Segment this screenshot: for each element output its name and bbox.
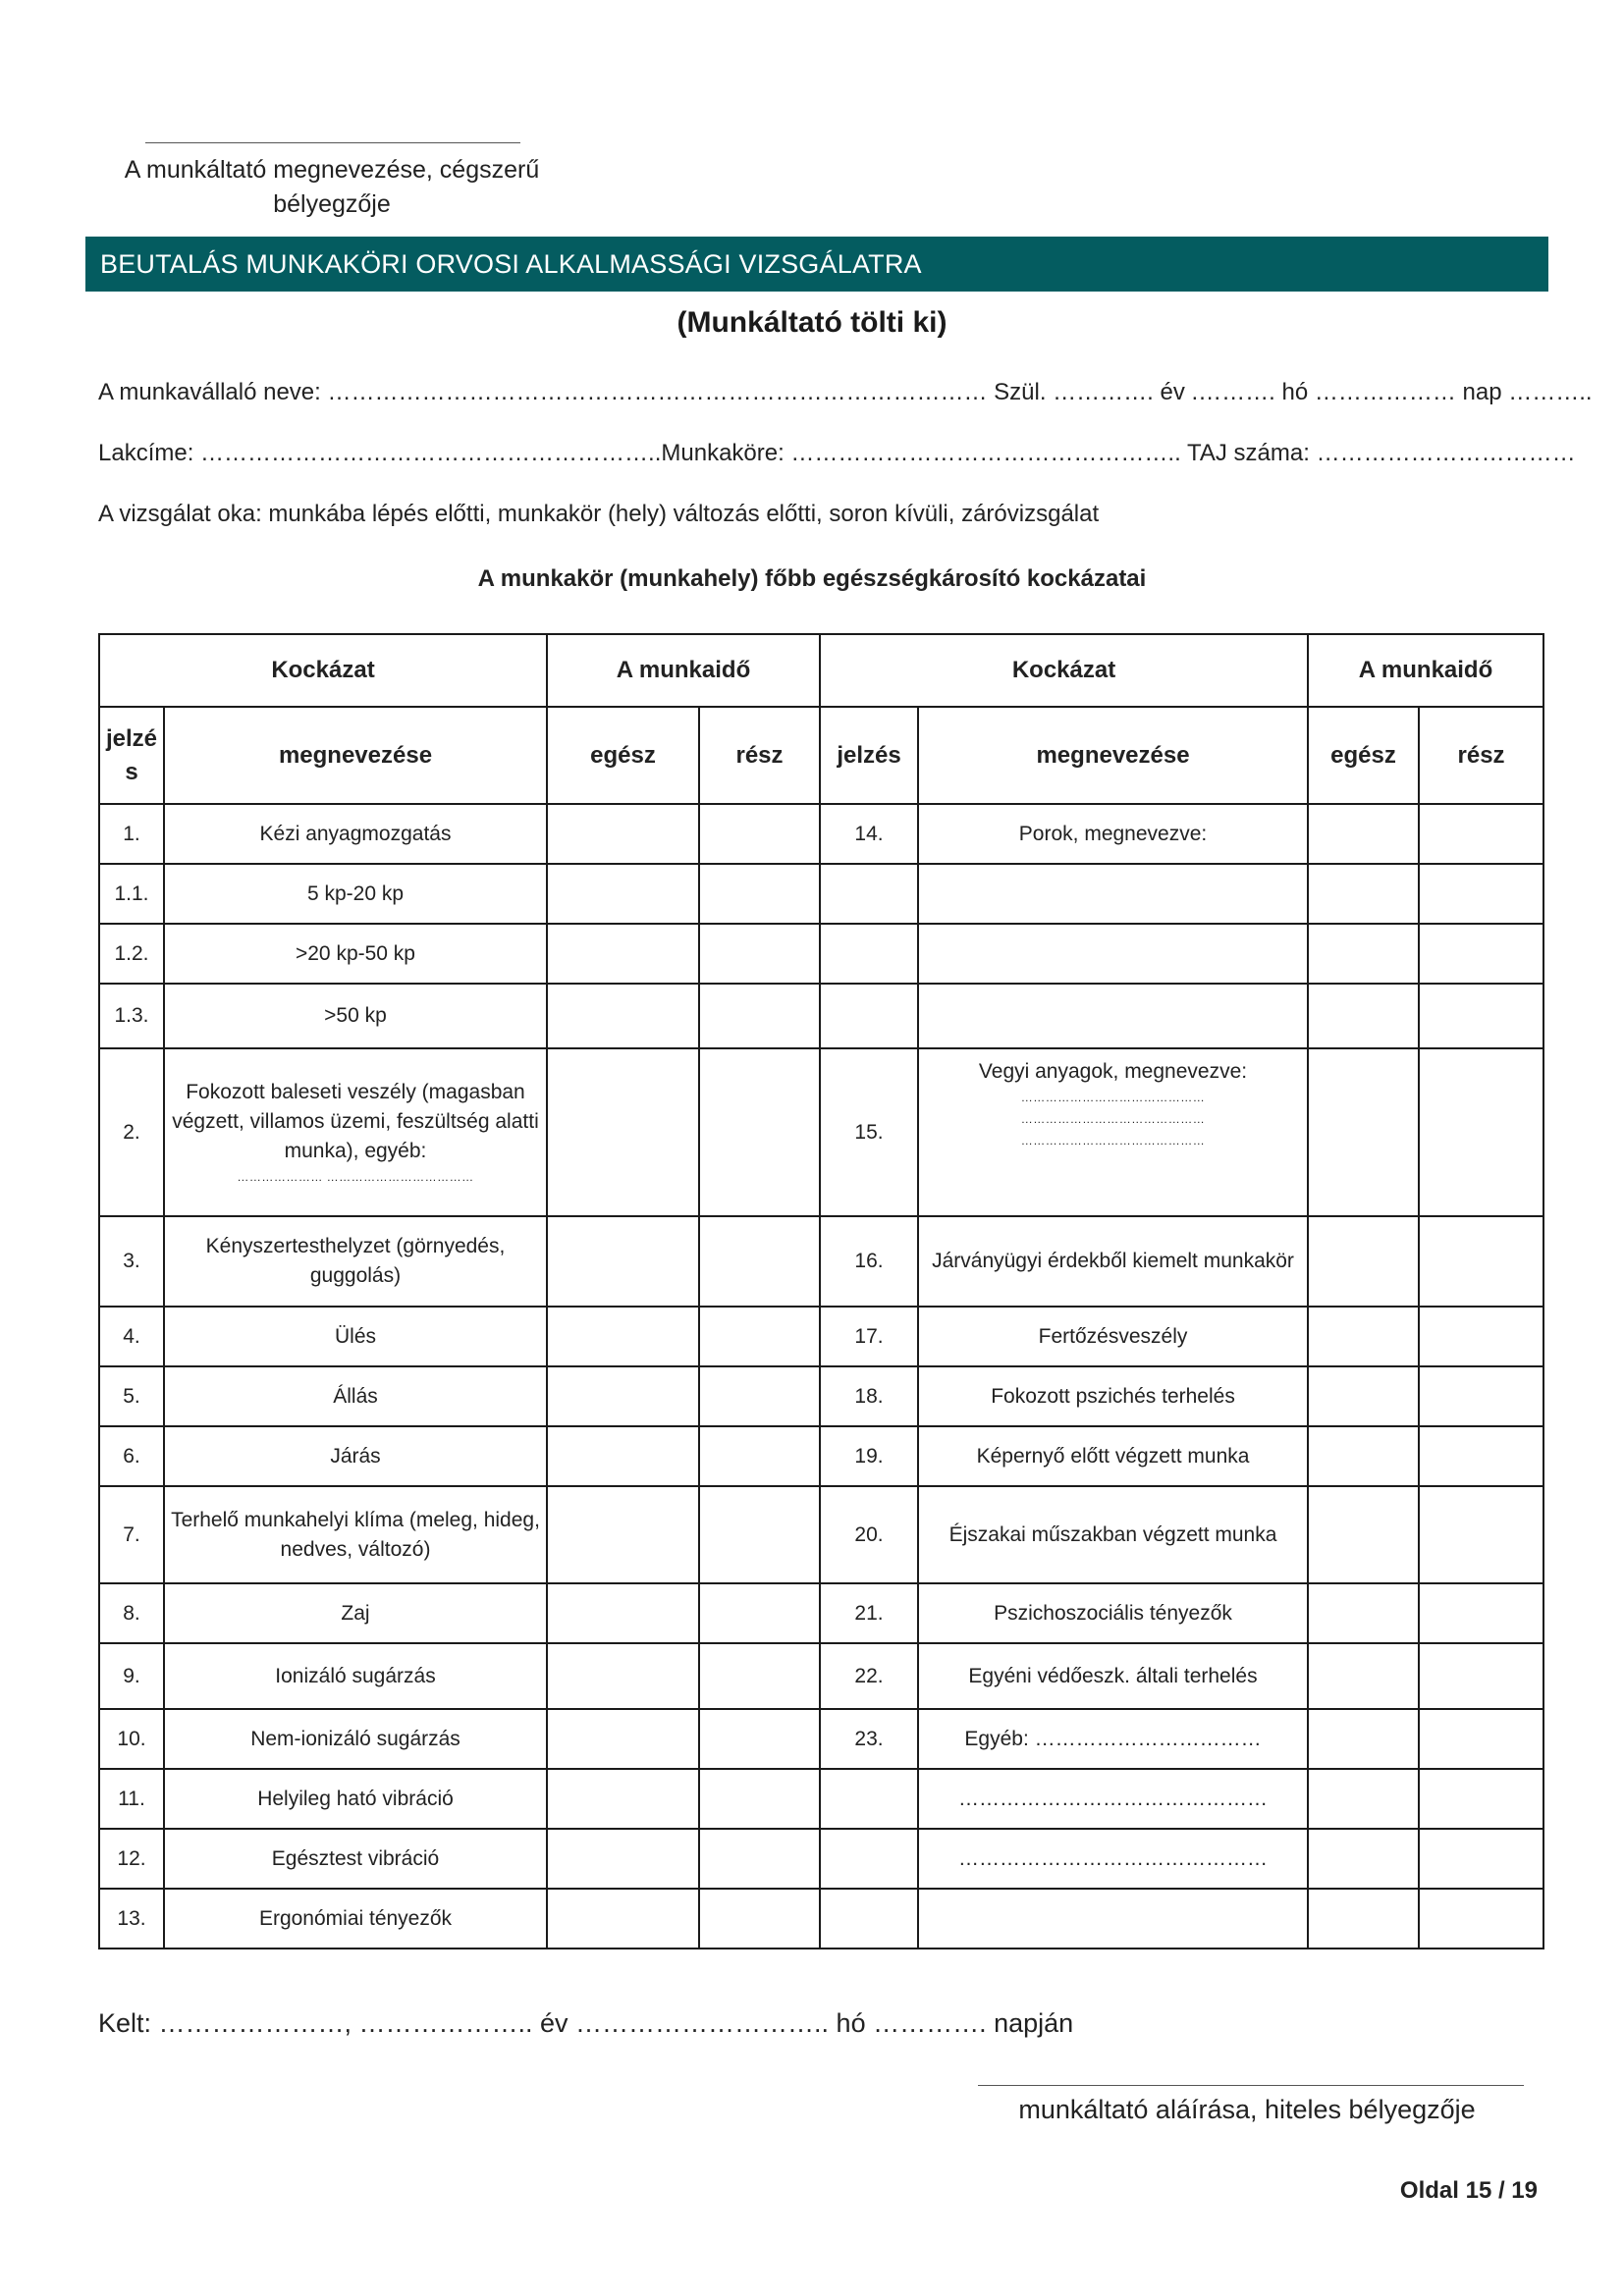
worktime-whole-right-cell[interactable] [1308,1486,1419,1583]
risk-table [98,633,1544,1949]
worktime-part-left-cell[interactable] [699,924,820,984]
table-row [99,1486,1543,1583]
risk-name-right [918,984,1308,1048]
worktime-part-right-cell[interactable] [1419,924,1543,984]
worktime-part-left-cell[interactable] [699,1426,820,1486]
table-row [99,1048,1543,1216]
risk-code-right [820,924,918,984]
worktime-whole-left-cell[interactable] [547,1366,699,1426]
worktime-part-left-cell[interactable] [699,1583,820,1643]
risk-name-right-text: Fertőzésveszély [1038,1324,1188,1348]
worktime-whole-right-cell[interactable] [1308,984,1419,1048]
risk-name-left-text: >50 kp [324,1004,387,1027]
risk-name-left-text: >20 kp-50 kp [295,941,415,965]
risk-code-left [99,1366,164,1426]
risk-code-right [820,1048,918,1216]
table-row [99,1366,1543,1426]
stamp-signature-line [145,142,520,143]
address-job-taj-field[interactable]: Lakcíme: …………………………………………………..Munkaköre: ………………………………………….. TAJ száma: …………………………… [98,440,1576,466]
risk-name-left [164,924,547,984]
risk-code-right-text: 21. [854,1601,884,1625]
table-header-row [99,634,1543,707]
worktime-part-left-cell[interactable] [699,1216,820,1307]
header-risk-right: Kockázat [820,634,1308,707]
risk-name-left [164,1216,547,1307]
worktime-whole-right-cell[interactable] [1308,1307,1419,1366]
table-row [99,1769,1543,1829]
table-row [99,1216,1543,1307]
risk-code-right [820,1643,918,1709]
risk-name-right-text: Képernyő előtt végzett munka [976,1444,1250,1468]
risk-code-left-text: 1. [123,822,140,845]
employer-stamp-label-line2: bélyegzője [273,190,391,218]
risk-name-left [164,1829,547,1889]
worktime-part-left-cell[interactable] [699,804,820,864]
worktime-whole-right-cell[interactable] [1308,1583,1419,1643]
fill-in-dots[interactable]: ………………… ……………………………… [237,1169,474,1184]
employer-stamp-label-line1: A munkáltató megnevezése, cégszerű [124,156,540,184]
worktime-whole-left-cell[interactable] [547,1769,699,1829]
risk-code-left-text: 13. [117,1906,146,1930]
worktime-part-right-cell[interactable] [1419,1709,1543,1769]
risk-code-left [99,1426,164,1486]
risk-name-left-text: Zaj [341,1601,370,1625]
header-code-right: jelzés [820,707,918,804]
header-code-left: jelzé s [99,707,164,804]
risk-name-right-text: Egyéni védőeszk. általi terhelés [968,1664,1258,1687]
risk-name-right-text: Járványügyi érdekből kiemelt munkakör [932,1250,1294,1272]
worktime-part-right-cell[interactable] [1419,804,1543,864]
risk-name-left-text: Járás [330,1444,381,1468]
risk-name-left [164,1048,547,1216]
risk-name-left [164,1426,547,1486]
worktime-whole-left-cell[interactable] [547,1307,699,1366]
risk-name-left-text: Nem-ionizáló sugárzás [250,1727,460,1750]
risk-code-right-text: 17. [854,1324,884,1348]
form-subtitle: (Munkáltató tölti ki) [677,306,947,339]
header-worktime-right: A munkaidő [1308,634,1543,707]
risk-code-right-text: 16. [854,1250,884,1272]
risk-code-left-text: 4. [123,1324,140,1348]
risk-name-right [918,1829,1308,1889]
risk-name-right-text: Fokozott pszichés terhelés [991,1384,1235,1408]
risk-name-left [164,1583,547,1643]
risk-name-left-text: Kézi anyagmozgatás [259,822,452,845]
worktime-whole-right-cell[interactable] [1308,1769,1419,1829]
risk-name-left [164,804,547,864]
table-row [99,1643,1543,1709]
fill-in-dots[interactable]: ……………………………………… [1020,1134,1206,1148]
risk-name-right [918,1643,1308,1709]
worktime-part-right-cell[interactable] [1419,1643,1543,1709]
risk-code-right [820,1307,918,1366]
risk-code-right [820,1486,918,1583]
worktime-part-left-cell[interactable] [699,984,820,1048]
table-row [99,1426,1543,1486]
worktime-part-right-cell[interactable] [1419,984,1543,1048]
worktime-whole-left-cell[interactable] [547,1486,699,1583]
worktime-part-right-cell[interactable] [1419,1426,1543,1486]
worktime-whole-left-cell[interactable] [547,1048,699,1216]
risk-code-left-text: 8. [123,1601,140,1625]
risk-name-right-text: Vegyi anyagok, megnevezve: [978,1060,1248,1083]
worktime-whole-right-cell[interactable] [1308,1366,1419,1426]
risk-code-right [820,1769,918,1829]
header-name-right: megnevezése [918,707,1308,804]
header-part-right: rész [1419,707,1543,804]
risk-name-right [918,1769,1308,1829]
risk-code-left-text: 11. [118,1787,145,1810]
risk-name-left [164,984,547,1048]
risk-code-left-text: 9. [123,1664,140,1687]
risk-name-right [918,1583,1308,1643]
risk-code-left-text: 7. [123,1522,140,1546]
risk-code-right-text: 22. [854,1664,884,1687]
risk-name-right-text: Éjszakai műszakban végzett munka [948,1522,1277,1546]
risk-name-left [164,864,547,924]
risk-code-left [99,1216,164,1307]
risk-name-right-text: ……………………………………… [958,1846,1269,1870]
risk-name-left [164,1366,547,1426]
risk-code-left-text: 1.3. [114,1004,149,1027]
table-row [99,984,1543,1048]
table-row [99,864,1543,924]
risk-name-left [164,1769,547,1829]
worktime-part-left-cell[interactable] [699,1889,820,1949]
risk-name-left-text: 5 kp-20 kp [306,881,405,905]
risk-name-left-text: Ionizáló sugárzás [275,1664,436,1687]
risk-name-left-text: Helyileg ható vibráció [257,1787,454,1810]
table-row [99,804,1543,864]
fill-in-dots[interactable]: ……………………………………… [1020,1091,1206,1104]
risk-code-left [99,1583,164,1643]
worktime-whole-right-cell[interactable] [1308,864,1419,924]
signature-label: munkáltató aláírása, hiteles bélyegzője [1018,2095,1476,2124]
risk-code-right-text: 20. [854,1522,884,1546]
date-field[interactable]: Kelt: …………………, ……………….. év ……………………….. hó …………. napján [98,2008,1074,2038]
risk-code-right [820,984,918,1048]
worktime-part-right-cell[interactable] [1419,1216,1543,1307]
table-row [99,924,1543,984]
worktime-whole-right-cell[interactable] [1308,1426,1419,1486]
worktime-whole-left-cell[interactable] [547,1216,699,1307]
risk-code-left-text: 2. [123,1120,140,1144]
worktime-part-left-cell[interactable] [699,1709,820,1769]
risk-code-right [820,1709,918,1769]
worktime-whole-left-cell[interactable] [547,924,699,984]
header-risk-left: Kockázat [99,634,547,707]
worktime-part-right-cell[interactable] [1419,1829,1543,1889]
table-row [99,1709,1543,1769]
risk-name-right [918,1366,1308,1426]
worktime-whole-right-cell[interactable] [1308,1643,1419,1709]
risk-name-left [164,1709,547,1769]
table-row [99,1889,1543,1949]
worktime-part-left-cell[interactable] [699,1048,820,1216]
risk-table-title: A munkakör (munkahely) főbb egészségkárosító kockázatai [477,565,1147,592]
worktime-whole-right-cell[interactable] [1308,804,1419,864]
risk-code-left-text: 3. [123,1250,140,1272]
worktime-part-left-cell[interactable] [699,1643,820,1709]
risk-code-left-text: 6. [123,1444,140,1468]
risk-code-left [99,1829,164,1889]
fill-in-dots[interactable]: ……………………………………… [1020,1112,1206,1126]
worktime-whole-right-cell[interactable] [1308,924,1419,984]
risk-name-left-text: Terhelő munkahelyi klíma (meleg, hideg, nedves, változó) [171,1508,540,1561]
employee-name-birth-field[interactable]: A munkavállaló neve: ………………………………………………………………………… Szül. …………. év .………. hó ……………… nap ……….. [98,379,1593,405]
risk-code-right-text: 14. [854,822,884,845]
risk-code-left [99,1307,164,1366]
risk-code-left [99,864,164,924]
risk-name-right-text: Porok, megnevezve: [1018,822,1208,845]
header-worktime-left: A munkaidő [547,634,820,707]
risk-name-left-text: Ergonómiai tényezők [258,1906,453,1930]
risk-name-right [918,1709,1308,1769]
risk-code-left-text: 12. [117,1846,146,1870]
worktime-part-left-cell[interactable] [699,1486,820,1583]
risk-code-left-text: 1.2. [114,941,149,965]
worktime-part-left-cell[interactable] [699,864,820,924]
risk-name-left [164,1889,547,1949]
banner-title: BEUTALÁS MUNKAKÖRI ORVOSI ALKALMASSÁGI VIZSGÁLATRA [100,249,922,279]
risk-code-right-text: 18. [854,1384,884,1408]
worktime-part-right-cell[interactable] [1419,1307,1543,1366]
risk-code-right-text: 23. [854,1727,884,1750]
risk-name-right [918,1216,1308,1307]
risk-code-right-text: 15. [854,1120,884,1144]
worktime-part-right-cell[interactable] [1419,1366,1543,1426]
header-name-left: megnevezése [164,707,547,804]
risk-name-right [918,1426,1308,1486]
risk-code-right [820,1216,918,1307]
worktime-whole-left-cell[interactable] [547,1583,699,1643]
table-row [99,1829,1543,1889]
risk-name-right-text: ……………………………………… [958,1787,1269,1810]
risk-code-left [99,1486,164,1583]
risk-code-left [99,804,164,864]
worktime-whole-left-cell[interactable] [547,1709,699,1769]
risk-code-right-text: 19. [854,1444,884,1468]
risk-name-left [164,1486,547,1583]
risk-code-left [99,984,164,1048]
risk-name-left [164,1307,547,1366]
risk-code-left [99,1889,164,1949]
worktime-part-left-cell[interactable] [699,1307,820,1366]
risk-name-right-text: Pszichoszociális tényezők [994,1601,1232,1625]
employer-stamp-label [116,153,548,222]
table-row [99,1307,1543,1366]
header-whole-left: egész [547,707,699,804]
worktime-part-right-cell[interactable] [1419,1889,1543,1949]
worktime-whole-left-cell[interactable] [547,1426,699,1486]
worktime-whole-left-cell[interactable] [547,1829,699,1889]
worktime-part-right-cell[interactable] [1419,864,1543,924]
worktime-whole-right-cell[interactable] [1308,1829,1419,1889]
risk-code-right [820,1829,918,1889]
risk-code-right [820,804,918,864]
risk-code-right [820,1366,918,1426]
risk-name-right-text: Egyéb: …………………………… [964,1727,1262,1750]
risk-code-left [99,1643,164,1709]
risk-code-left [99,1709,164,1769]
worktime-whole-left-cell[interactable] [547,984,699,1048]
worktime-whole-right-cell[interactable] [1308,1048,1419,1216]
risk-code-left-text: 1.1. [114,881,149,905]
worktime-part-left-cell[interactable] [699,1769,820,1829]
risk-name-right [918,1307,1308,1366]
worktime-whole-left-cell[interactable] [547,1889,699,1949]
risk-name-right [918,1048,1308,1216]
header-whole-right: egész [1308,707,1419,804]
risk-name-left-text: Állás [333,1384,378,1408]
risk-code-left [99,1048,164,1216]
worktime-whole-left-cell[interactable] [547,864,699,924]
risk-code-right [820,1583,918,1643]
worktime-whole-right-cell[interactable] [1308,1889,1419,1949]
worktime-part-right-cell[interactable] [1419,1486,1543,1583]
risk-name-right [918,1486,1308,1583]
worktime-part-right-cell[interactable] [1419,1048,1543,1216]
risk-name-left [164,1643,547,1709]
risk-name-right [918,864,1308,924]
risk-code-left-text: 5. [123,1384,140,1408]
worktime-part-right-cell[interactable] [1419,1769,1543,1829]
header-part-left: rész [699,707,820,804]
exam-reason-field[interactable]: A vizsgálat oka: munkába lépés előtti, munkakör (hely) változás előtti, soron kívüli, záróvizsgálat [98,501,1100,527]
worktime-whole-right-cell[interactable] [1308,1709,1419,1769]
worktime-whole-right-cell[interactable] [1308,1216,1419,1307]
risk-code-right [820,1426,918,1486]
worktime-part-right-cell[interactable] [1419,1583,1543,1643]
risk-name-left-text: Fokozott baleseti veszély (magasban végzett, villamos üzemi, feszültség alatti munka), egyéb: [172,1080,539,1162]
worktime-part-left-cell[interactable] [699,1366,820,1426]
risk-code-left [99,1769,164,1829]
risk-name-left-text: Egésztest vibráció [271,1846,440,1870]
risk-name-left-text: Kényszertesthelyzet (görnyedés, guggolás) [205,1235,506,1287]
worktime-part-left-cell[interactable] [699,1829,820,1889]
risk-code-left [99,924,164,984]
risk-code-left-text: 10. [117,1727,146,1750]
risk-code-right [820,1889,918,1949]
risk-name-left-text: Ülés [334,1324,376,1348]
risk-name-right [918,1889,1308,1949]
worktime-whole-left-cell[interactable] [547,1643,699,1709]
risk-name-right [918,924,1308,984]
risk-name-right [918,804,1308,864]
table-row [99,1583,1543,1643]
worktime-whole-left-cell[interactable] [547,804,699,864]
table-subheader-row [99,707,1543,804]
page-number: Oldal 15 / 19 [1399,2177,1538,2204]
title-banner [85,237,1548,292]
signature-line [978,2085,1524,2086]
risk-code-right [820,864,918,924]
